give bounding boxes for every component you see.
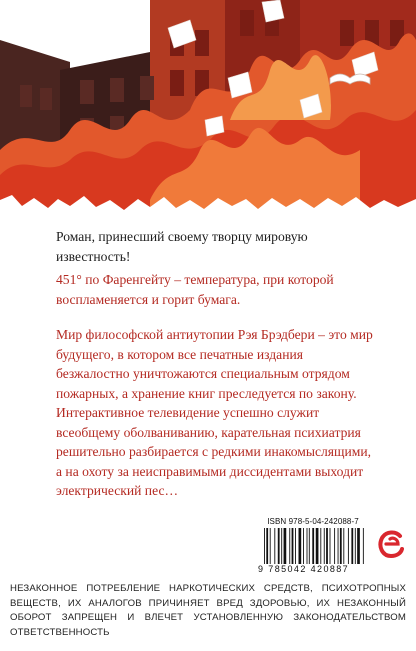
barcode-bar [320,528,321,564]
legal-warning: НЕЗАКОННОЕ ПОТРЕБЛЕНИЕ НАРКОТИЧЕСКИХ СРЕДСТВ, ПСИХОТРОПНЫХ ВЕЩЕСТВ, ИХ АНАЛОГОВ ПРИЧИНЯЕТ ВРЕД ЗДОРОВЬЮ, ИХ НЕЗАКОННЫЙ ОБОРОТ ЗАПРЕЩЕН И ВЛЕЧЕТ УСТАНОВЛЕННУЮ ЗАКОНОДАТЕЛЬСТВОМ ОТВЕТСТВЕННОСТЬ [10,583,406,638]
barcode-bar [330,528,331,564]
isbn-label: ISBN 978-5-04-242088-7 [267,517,359,526]
barcode-bar [324,528,325,564]
isbn-barcode [258,517,368,575]
barcode-bar [338,528,339,564]
barcode-bar [284,528,287,564]
tagline-paragraph: Роман, принесший своему творцу мировую известность! [56,229,308,264]
barcode-bar [363,528,364,564]
barcode-bars [264,528,364,564]
barcode-bar [334,528,335,564]
barcode-bar [289,528,290,564]
barcode-bar [343,528,344,564]
burning-city-illustration [0,0,416,215]
barcode-bar [312,528,314,564]
barcode-bar [351,528,353,564]
barcode-bar [326,528,328,564]
subtitle-paragraph: 451° по Фаренгейту – температура, при которой воспламеняется и горит бумага. [56,272,334,307]
barcode-bar [274,528,275,564]
description-paragraph: Мир философской антиутопии Рэя Брэдбери – это мир будущего, в котором все печатные издания безжалостно уничтожаются специальным отрядом пожарных, а хранение книг преследуется по закону. Интерактивное телевидение успешно служит всеобщему оболваниванию, карательная психиатрия решительно разбирается с редкими инакомыслящими, а на охоту за неисправимыми диссидентами выходит электрический пес… [56,327,373,498]
barcode-bar [299,528,302,564]
barcode-bar [357,528,360,564]
barcode-bar [264,528,265,564]
barcode-bar [278,528,280,564]
barcode-bar [303,528,304,564]
barcode-bar [307,528,308,564]
barcode-bar [348,528,349,564]
barcode-bar [295,528,296,564]
barcode-bar [309,528,310,564]
barcode-bar [355,528,356,564]
barcode-bar [292,528,294,564]
barcode-bar [340,528,342,564]
barcode-digits: 9 785042 420887 [258,564,350,574]
barcode-bar [316,528,319,564]
barcode-bar [270,528,271,564]
barcode-bar [266,528,268,564]
barcode-bar [281,528,282,564]
publisher-logo-icon [376,528,406,560]
